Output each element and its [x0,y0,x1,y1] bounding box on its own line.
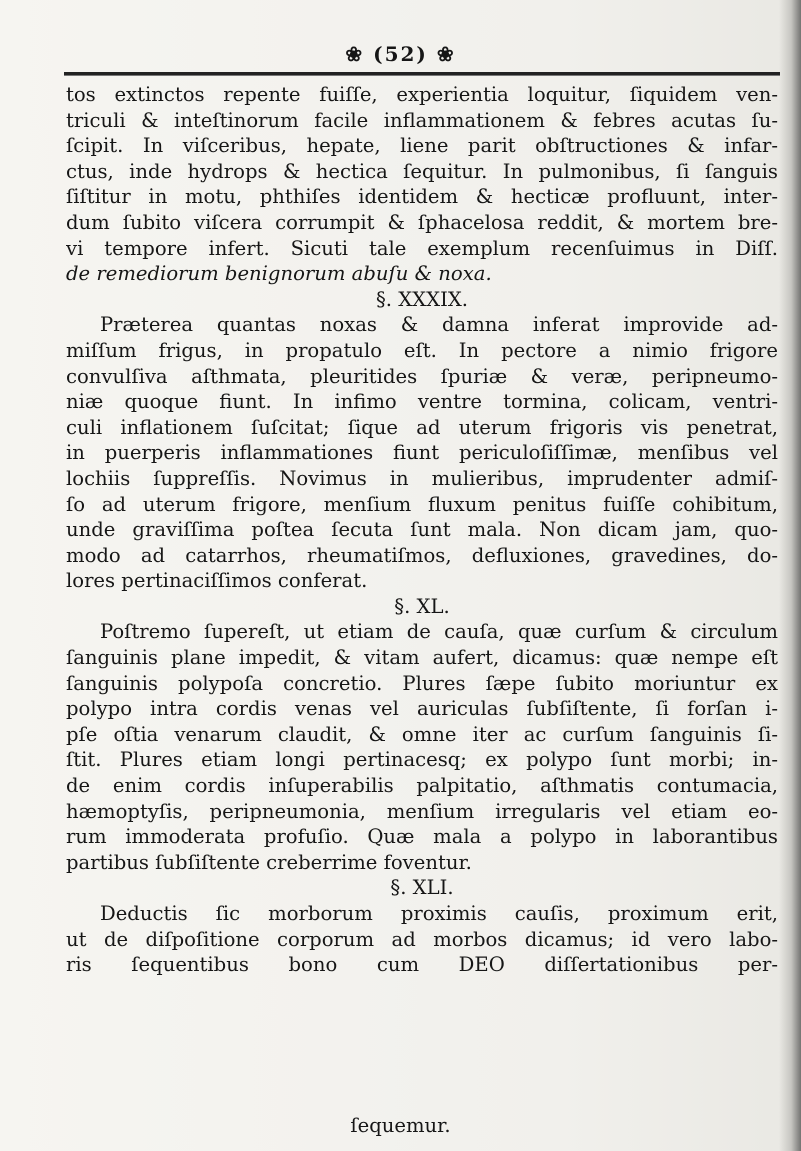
text-line: culi inflationem ſuſcitat; ſique ad uterum frigoris vis penetrat, [66,415,778,439]
text-line: unde graviſſima poſtea ſecuta ſunt mala. Non dicam jam, quo- [66,518,778,542]
text-line: ctus, inde hydrops & hectica ſequitur. In pulmonibus, ſi ſanguis [66,159,778,183]
text-line: convulſiva aſthmata, pleuritides ſpuriæ & veræ, peripneumo- [66,364,778,388]
page-number-header: ❀ (52) ❀ [345,42,456,66]
page-edge-shadow [779,0,801,1151]
text-line: ſiſtitur in motu, phthiſes identidem & hecticæ profluunt, inter- [66,185,778,209]
text-line: in puerperis inflammationes fiunt periculoſiſſimæ, menſibus vel [66,441,778,465]
text-line: ſtit. Plures etiam longi pertinacesq; ex polypo ſunt morbi; in- [66,748,778,772]
text-line: ris ſequentibus bono cum DEO diſſertationibus per- [66,953,778,977]
text-line: pſe oſtia venarum claudit, & omne iter ac curſum ſanguinis ſi- [66,722,778,746]
text-line: triculi & inteſtinorum facile inflammationem & febres acutas ſu- [66,108,778,132]
text-line: ut de diſpoſitione corporum ad morbos dicamus; id vero labo- [66,927,778,951]
text-line: ſo ad uterum frigore, menſium fluxum penitus fuiſſe cohibitum, [66,492,778,516]
text-line: vi tempore infert. Sicuti tale exemplum recenſuimus in Diſſ. [66,236,778,260]
section-heading: §. XL. [394,594,450,618]
text-line: hæmoptyſis, peripneumonia, menſium irregularis vel etiam eo- [66,799,778,823]
body-text [66,82,778,978]
text-line: Deductis ſic morborum proximis cauſis, proximum erit, [100,902,778,925]
text-line: dum ſubito viſcera corrumpit & ſphacelosa reddit, & mortem bre- [66,210,778,234]
catchword: ſequemur. [350,1114,451,1137]
text-line: Poſtremo ſupereſt, ut etiam de cauſa, quæ curſum & circulum [100,620,778,644]
text-line: ſanguinis polypoſa concretio. Plures ſæpe ſubito moriuntur ex [66,671,778,695]
text-line: de remediorum benignorum abuſu & noxa. [66,262,492,286]
text-line: modo ad catarrhos, rheumatiſmos, defluxiones, gravedines, do- [66,543,778,567]
text-line: Præterea quantas noxas & damna inferat improvide ad- [100,313,778,337]
text-line: niæ quoque fiunt. In infimo ventre tormina, colicam, ventri- [66,390,778,414]
text-line: partibus ſubſiſtente creberrime foventur. [66,850,472,874]
text-line: tos extinctos repente fuiſſe, experientia loquitur, ſiquidem ven- [66,83,778,106]
section-heading: §. XXXIX. [375,287,469,311]
header-rule [64,72,780,76]
text-line: ſcipit. In viſceribus, hepate, liene parit obſtructiones & infar- [66,134,778,158]
text-line: lochiis ſuppreſſis. Novimus in mulieribus, imprudenter admiſ- [66,466,778,490]
text-line: de enim cordis inſuperabilis palpitatio, aſthmatis contumacia, [66,774,778,798]
text-line: rum immoderata profuſio. Quæ mala a polypo in laborantibus [66,825,778,849]
section-heading: §. XLI. [390,876,454,900]
text-line: lores pertinaciſſimos conferat. [66,569,368,593]
text-line: miſſum frigus, in propatulo eſt. In pectore a nimio frigore [66,338,778,362]
text-line: polypo intra cordis venas vel auriculas ſubſiſtente, ſi forſan i- [66,697,778,721]
text-line: ſanguinis plane impedit, & vitam aufert, dicamus: quæ nempe eſt [66,646,778,670]
